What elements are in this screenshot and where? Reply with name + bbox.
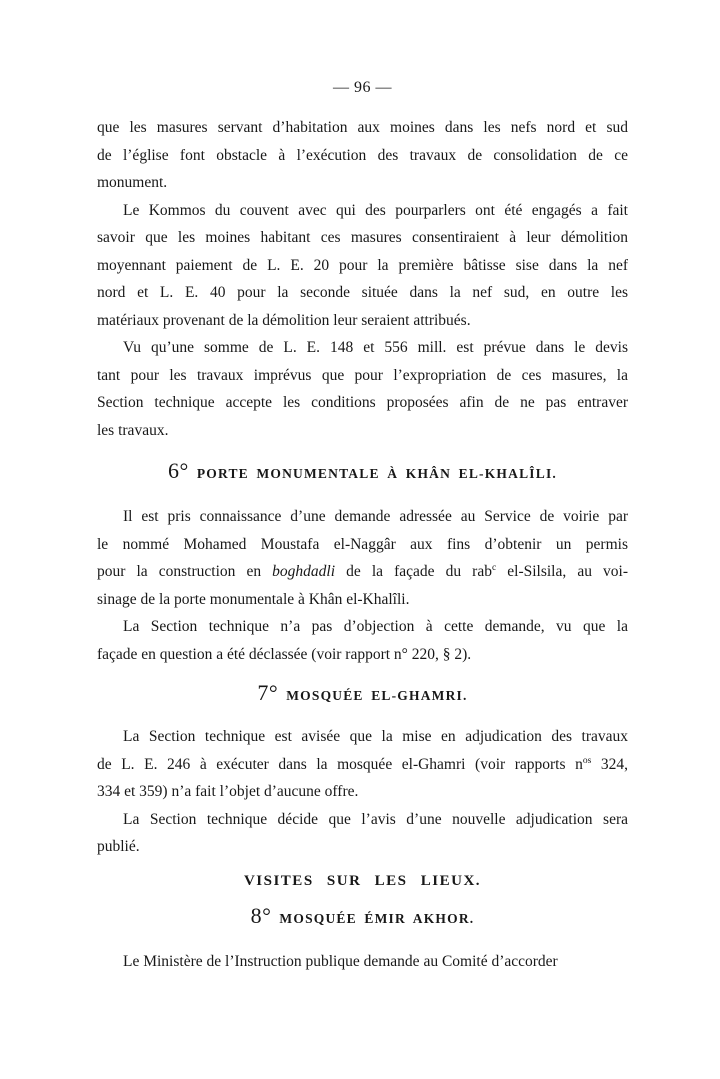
text-line: moyennant paiement de L. E. 20 pour la première bâtisse sise dans la nef (97, 256, 628, 274)
text-line (97, 751, 628, 779)
text-line: monument. (97, 174, 168, 191)
text-line: La Section technique décide que l’avis d’une nouvelle adjudication sera (123, 810, 628, 828)
text-line: nord et L. E. 40 pour la seconde située dans la nef sud, en outre les (97, 284, 628, 301)
text-line: La Section technique est avisée que la mise en adjudication des travaux (123, 728, 628, 745)
paragraph-ministere (97, 948, 628, 976)
section-heading-porte-monumentale (97, 458, 628, 487)
heading-title: MOSQUÉE EL-GHAMRI. (286, 688, 468, 703)
text-line: publié. (97, 838, 140, 855)
paragraph-nouvelle-adjudication (97, 806, 628, 861)
text-line: La Section technique n’a pas d’objection à cette demande, vu que la (123, 618, 628, 635)
text-line: façade en question a été déclassée (voir rapport n° 220, § 2). (97, 645, 472, 663)
text-line: Section technique accepte les conditions proposées afin de ne pas entraver (97, 394, 628, 411)
section-heading-mosquee-ghamri (97, 680, 628, 709)
text-line: le nommé Mohamed Moustafa el-Naggâr aux fins d’obtenir un permis (97, 535, 628, 553)
text-run: el-Silsila, au voi- (496, 563, 628, 580)
text-run: 324, (591, 755, 628, 773)
paragraph-adjudication (97, 723, 628, 806)
text-line: tant pour les travaux imprévus que pour l’expropriation de ces masures, la (97, 366, 628, 384)
paragraph-demande-voirie (97, 503, 628, 613)
text-line: que les masures servant d’habitation aux moines dans les nefs nord et sud (97, 119, 628, 136)
text-line: les travaux. (97, 421, 169, 439)
paragraph-kommos (97, 197, 628, 335)
section-heading-visites: VISITES SUR LES LIEUX. (243, 872, 482, 889)
text-line: Il est pris connaissance d’une demande adressée au Service de voirie par (123, 508, 628, 525)
superscript-ayn: c (491, 562, 497, 573)
heading-number: 8° (250, 902, 272, 928)
section-heading-mosquee-emir-akhor (97, 903, 628, 932)
text-line: matériaux provenant de la démolition leur seraient attribués. (97, 311, 471, 329)
text-line: 334 et 359) n’a fait l’objet d’aucune offre. (97, 783, 359, 800)
text-run: pour la construction en (97, 563, 273, 580)
text-line (97, 558, 628, 586)
paragraph-pas-objection (97, 613, 628, 668)
superscript-os: os (582, 755, 592, 766)
text-line: de l’église font obstacle à l’exécution des travaux de consolidation de ce (97, 146, 628, 164)
heading-number: 6° (168, 458, 189, 483)
text-run: de L. E. 246 à exécuter dans la mosquée el-Ghamri (voir rapports n (97, 755, 583, 773)
page-number: — 96 — (333, 79, 392, 96)
text-line: Le Kommos du couvent avec qui des pourparlers ont été engagés a fait (123, 201, 628, 219)
paragraph-continuation (97, 114, 628, 197)
text-line: Le Ministère de l’Instruction publique demande au Comité d’accorder (123, 952, 558, 970)
heading-number: 7° (257, 680, 279, 705)
heading-title: PORTE MONUMENTALE À KHÂN EL-KHALÎLI. (196, 466, 557, 481)
text-run: de la façade du rab (335, 563, 492, 580)
italic-term-boghdadli: boghdadli (272, 563, 336, 580)
text-line: savoir que les moines habitant ces masures consentiraient à leur démolition (97, 229, 628, 246)
text-line: sinage de la porte monumentale à Khân el-Khalîli. (97, 590, 410, 608)
heading-title: MOSQUÉE ÉMIR AKHOR. (279, 910, 475, 926)
paragraph-devis (97, 334, 628, 444)
text-line: Vu qu’une somme de L. E. 148 et 556 mill. est prévue dans le devis (123, 339, 628, 356)
